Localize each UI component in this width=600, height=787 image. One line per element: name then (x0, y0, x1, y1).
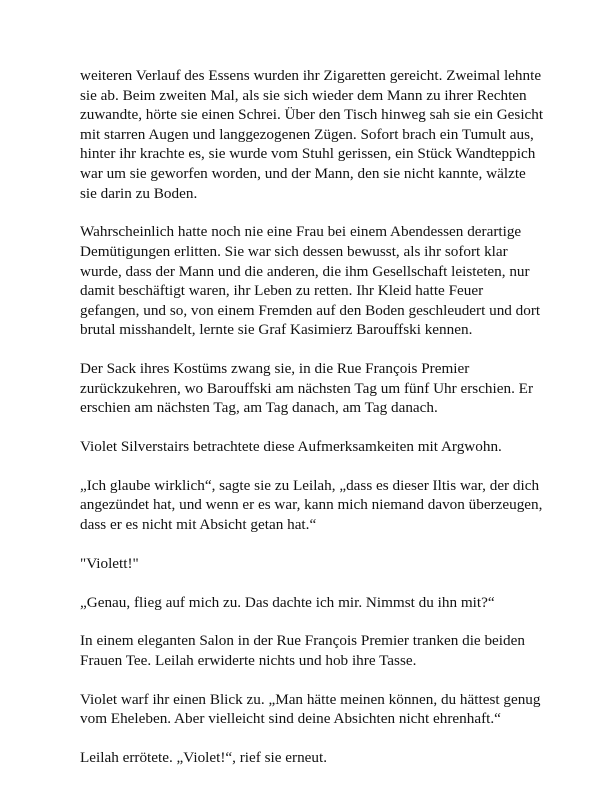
paragraph-10: Leilah errötete. „Violet!“, rief sie erneut. (80, 749, 328, 767)
paragraph-9: Violet warf ihr einen Blick zu. „Man hätte meinen können, du hättest genug vom Eheleben. Aber vielleicht sind deine Absichten nicht ehrenhaft.“ (80, 690, 541, 728)
paragraph-7: „Genau, flieg auf mich zu. Das dachte ich mir. Nimmst du ihn mit?“ (80, 593, 495, 611)
paragraph-6: "Violett!" (80, 554, 139, 572)
paragraph-1: weiteren Verlauf des Essens wurden ihr Zigaretten gereicht. Zweimal lehnte sie ab. Beim zweiten Mal, als sie sich wieder dem Mann zu ihrer Rechten zuwandte, hörte sie einen Schrei. Über den Tisch hinweg sah sie ein Gesicht mit starren Augen und langgezogenen Zügen. Sofort brach ein Tumult aus, hinter ihr krachte es, sie wurde vom Stuhl gerissen, ein Stück Wandteppich war um sie geworfen worden, und der Mann, den sie nicht kannte, wälzte sie darin zu Boden. (80, 67, 544, 202)
paragraph-2: Wahrscheinlich hatte noch nie eine Frau bei einem Abendessen derartige Demütigungen erlitten. Sie war sich dessen bewusst, als ihr sofort klar wurde, dass der Mann und die anderen, die ihm Gesellschaft leisteten, nur damit beschäftigt waren, ihr Leben zu retten. Ihr Kleid hatte Feuer gefangen, und so, von einem Fremden auf den Boden geschleudert und dort brutal misshandelt, lernte sie Graf Kasimierz Barouffski kennen. (80, 223, 541, 339)
document-page (80, 66, 550, 787)
paragraph-5: „Ich glaube wirklich“, sagte sie zu Leilah, „dass es dieser Iltis war, der dich angezündet hat, und wenn er es war, kann mich niemand davon überzeugen, dass er es nicht mit Absicht getan hat.“ (80, 476, 543, 534)
paragraph-8: In einem eleganten Salon in der Rue François Premier tranken die beiden Frauen Tee. Leilah erwiderte nichts und hob ihre Tasse. (80, 632, 525, 669)
paragraph-4: Violet Silverstairs betrachtete diese Aufmerksamkeiten mit Argwohn. (80, 438, 502, 456)
paragraph-3: Der Sack ihres Kostüms zwang sie, in die Rue François Premier zurückzukehren, wo Barouffski am nächsten Tag um fünf Uhr erschien. Er erschien am nächsten Tag, am Tag danach, am Tag danach. (80, 360, 534, 417)
